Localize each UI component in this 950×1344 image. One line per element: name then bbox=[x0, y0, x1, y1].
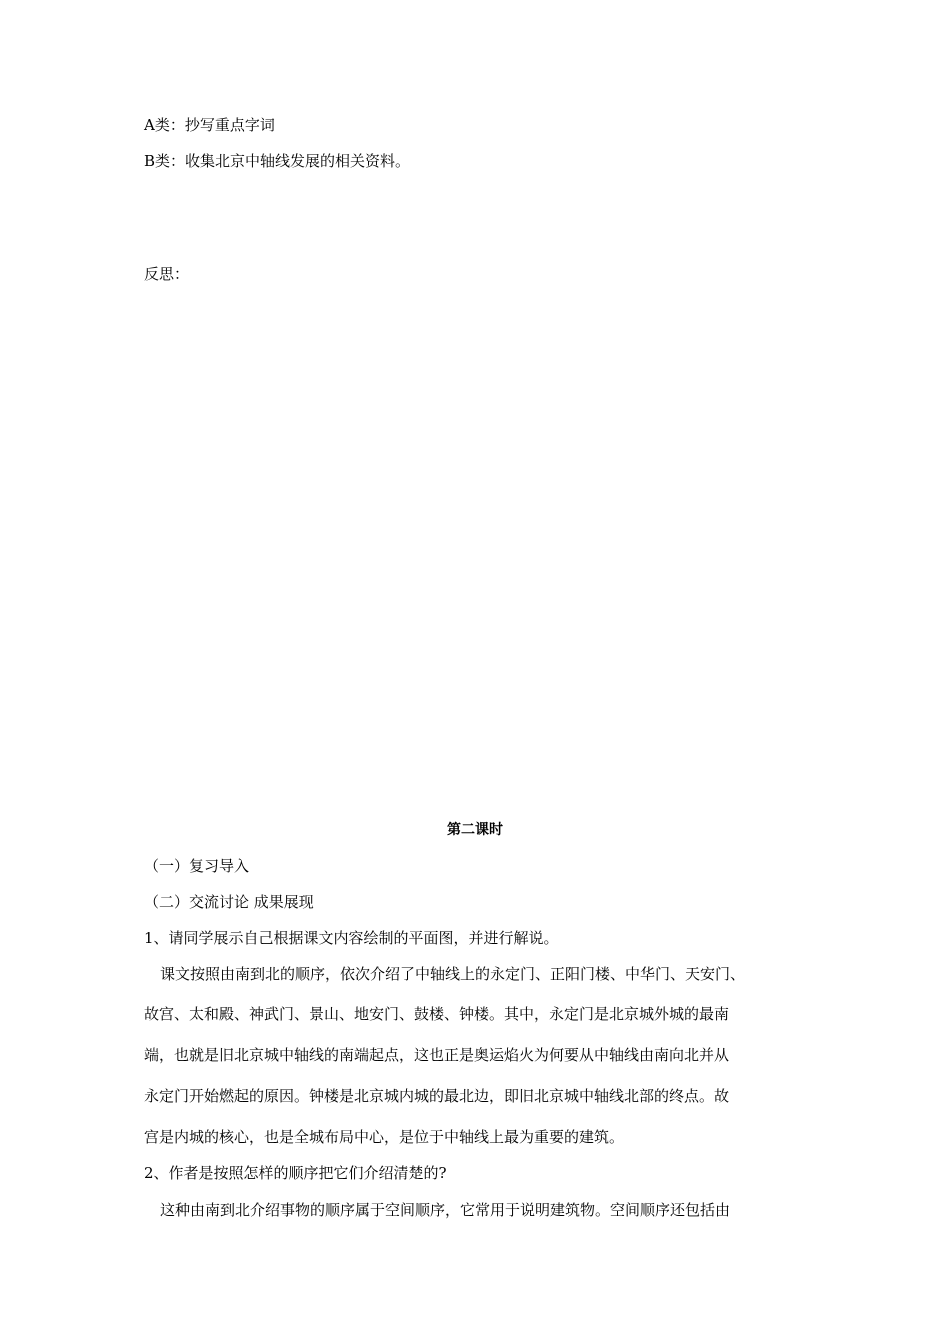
paragraph-line: 宫是内城的核心，也是全城布局中心，是位于中轴线上最为重要的建筑。 bbox=[144, 1128, 625, 1146]
question-1: 1、请同学展示自己根据课文内容绘制的平面图，并进行解说。 bbox=[144, 929, 559, 947]
lesson-title: 第二课时 bbox=[447, 822, 503, 838]
paragraph-line: 端，也就是旧北京城中轴线的南端起点，这也正是奥运焰火为何要从中轴线由南向北并从 bbox=[144, 1046, 730, 1064]
question-2: 2、作者是按照怎样的顺序把它们介绍清楚的? bbox=[144, 1164, 447, 1182]
section-review: （一）复习导入 bbox=[144, 857, 250, 875]
reflection-label: 反思： bbox=[144, 265, 190, 283]
paragraph-line: 故宫、太和殿、神武门、景山、地安门、鼓楼、钟楼。其中，永定门是北京城外城的最南 bbox=[144, 1005, 730, 1023]
paragraph-line: 课文按照由南到北的顺序，依次介绍了中轴线上的永定门、正阳门楼、中华门、天安门、 bbox=[160, 965, 746, 983]
section-discussion: （二）交流讨论 成果展现 bbox=[144, 893, 314, 911]
homework-a: A类：抄写重点字词 bbox=[144, 116, 275, 134]
paragraph-line: 永定门开始燃起的原因。钟楼是北京城内城的最北边，即旧北京城中轴线北部的终点。故 bbox=[144, 1087, 730, 1105]
paragraph-line: 这种由南到北介绍事物的顺序属于空间顺序，它常用于说明建筑物。空间顺序还包括由 bbox=[160, 1201, 731, 1219]
homework-b: B类：收集北京中轴线发展的相关资料。 bbox=[144, 152, 411, 170]
